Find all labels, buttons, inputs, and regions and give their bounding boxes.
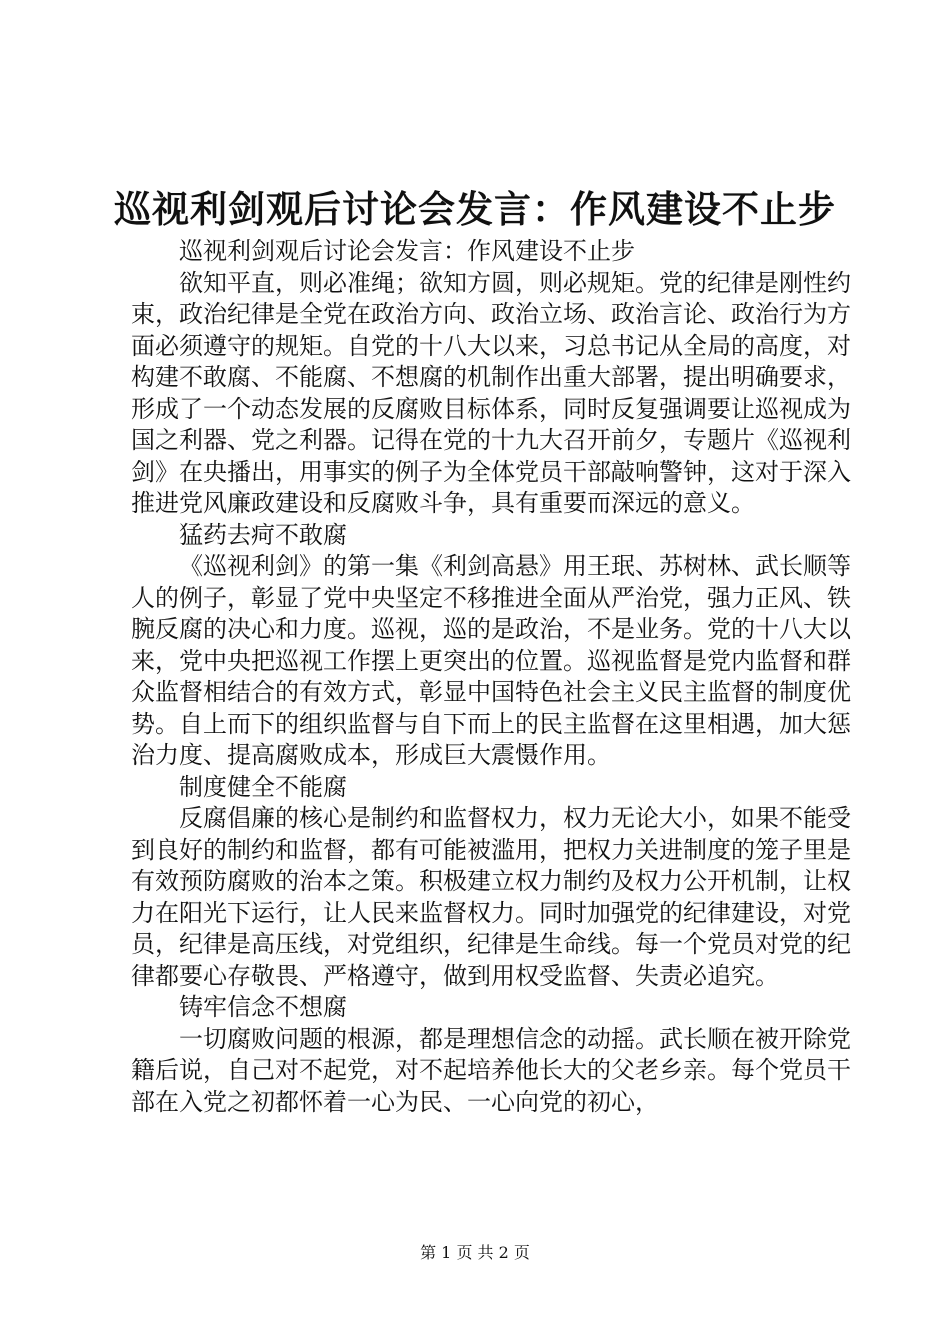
body-paragraph-section-1: 《巡视利剑》的第一集《利剑高悬》用王珉、苏树林、武长顺等人的例子，彰显了党中央坚定不移推进全面从严治党，强力正风、铁腕反腐的决心和力度。巡视，巡的是政治，不是业务。党的十八大以来，党中央把巡视工作摆上更突出的位置。巡视监督是党内监督和群众监督相结合的有效方式，彰显中国特色社会主义民主监督的制度优势。自上而下的组织监督与自下而上的民主监督在这里相遇，加大惩治力度、提高腐败成本，形成巨大震慑作用。 (131, 552, 851, 769)
page-footer: 第 1 页 共 2 页 (420, 1243, 530, 1262)
body-paragraph-heading-repeat: 巡视利剑观后讨论会发言：作风建设不止步 (179, 237, 635, 265)
body-paragraph-section-3: 一切腐败问题的根源，都是理想信念的动摇。武长顺在被开除党籍后说，自己对不起党，对不起培养他长大的父老乡亲。每个党员干部在入党之初都怀着一心为民、一心向党的初心， (131, 1024, 851, 1116)
section-heading-2: 制度健全不能腐 (179, 772, 347, 801)
document-body (131, 236, 851, 1118)
body-paragraph-intro: 欲知平直，则必准绳；欲知方圆，则必规矩。党的纪律是刚性约束，政治纪律是全党在政治方向、政治立场、政治言论、政治行为方面必须遵守的规矩。自党的十八大以来，习总书记从全局的高度，对构建不敢腐、不能腐、不想腐的机制作出重大部署，提出明确要求，形成了一个动态发展的反腐败目标体系，同时反复强调要让巡视成为国之利器、党之利器。记得在党的十九大召开前夕，专题片《巡视利剑》在央播出，用事实的例子为全体党员干部敲响警钟，这对于深入推进党风廉政建设和反腐败斗争，具有重要而深远的意义。 (131, 268, 851, 517)
section-heading-3: 铸牢信念不想腐 (179, 993, 347, 1021)
section-heading-1: 猛药去疴不敢腐 (179, 520, 347, 549)
body-paragraph-section-2: 反腐倡廉的核心是制约和监督权力，权力无论大小，如果不能受到良好的制约和监督，都有可能被滥用，把权力关进制度的笼子里是有效预防腐败的治本之策。积极建立权力制约及权力公开机制，让权力在阳光下运行，让人民来监督权力。同时加强党的纪律建设，对党员，纪律是高压线，对党组织，纪律是生命线。每一个党员对党的纪律都要心存敬畏、严格遵守，做到用权受监督、失责必追究。 (131, 804, 851, 990)
document-title: 巡视利剑观后讨论会发言：作风建设不止步 (114, 187, 836, 231)
